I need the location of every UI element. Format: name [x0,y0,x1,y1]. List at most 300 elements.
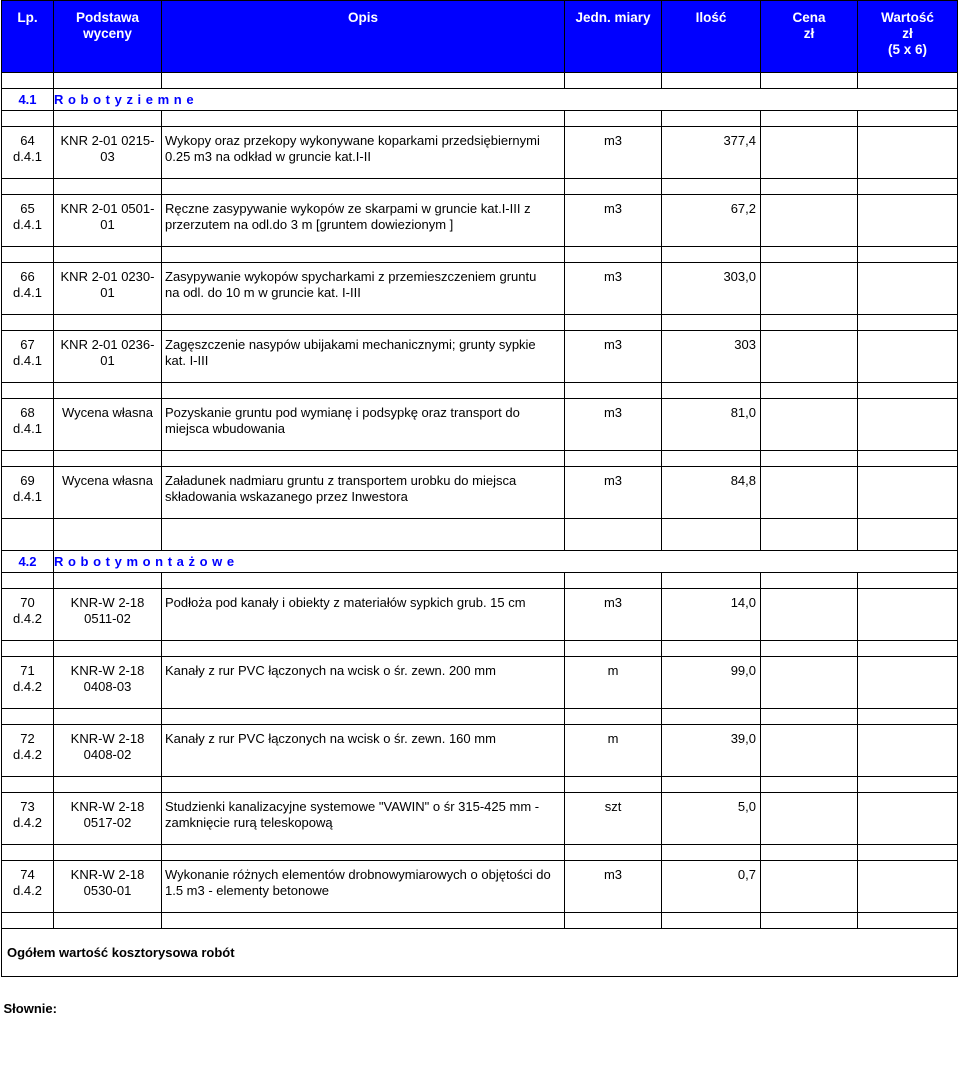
spacer-cell [662,179,761,195]
spacer-cell [858,709,958,725]
total-label: Ogółem wartość kosztorysowa robót [2,929,958,977]
spacer-row [2,73,958,89]
lp-number: 68 [20,405,35,420]
jm-cell [565,263,662,315]
opis-line1: Podłoża pod kanały i obiekty z materiałów sypkich grub. 15 cm [165,595,526,610]
opis-line1: Kanały z rur PVC łączonych na wcisk o śr. zewn. 160 mm [165,731,496,746]
podstawa-cell [54,861,162,913]
ilosc-cell [662,725,761,777]
wartosc-cell [858,861,958,913]
jm-value: m3 [603,269,623,284]
podstawa-line2: 01 [100,217,115,232]
podstawa-line1: KNR-W 2-18 [70,595,145,610]
spacer-row [2,641,958,657]
col-header-jm: Jedn. miary [565,1,662,73]
opis-line1: Wykonanie różnych elementów drobnowymiarowych o objętości do [165,867,551,882]
opis-line1: Studzienki kanalizacyjne systemowe "VAWIN" o śr 315-425 mm - [165,799,540,814]
opis-line2: 1.5 m3 - elementy betonowe [165,883,330,898]
spacer-cell [54,845,162,861]
wartosc-cell [858,467,958,519]
lp-ref: d.4.1 [13,421,42,436]
cena-cell [761,589,858,641]
opis-line1: Kanały z rur PVC łączonych na wcisk o śr. zewn. 200 mm [165,663,496,678]
spacer-cell [565,845,662,861]
jm-value: m3 [603,595,623,610]
podstawa-line1: KNR 2-01 0501- [60,201,155,216]
spacer-cell [54,519,162,535]
lp-number: 74 [20,867,35,882]
spacer-cell [162,247,565,263]
opis-cell [162,861,565,913]
lp-cell [2,589,54,641]
spacer-row [2,913,958,929]
spacer-cell [662,641,761,657]
spacer-cell [54,641,162,657]
cena-cell [761,331,858,383]
cena-cell [761,467,858,519]
lp-ref: d.4.1 [13,353,42,368]
spacer-cell [162,111,565,127]
spacer-cell [2,519,54,535]
section-title [54,89,958,111]
opis-line2: kat. I-III [165,353,209,368]
spacer-cell [565,383,662,399]
ilosc-cell [662,657,761,709]
wartosc-cell [858,793,958,845]
podstawa-cell [54,331,162,383]
table-row [2,467,958,519]
opis-cell [162,725,565,777]
lp-number: 73 [20,799,35,814]
wartosc-cell [858,263,958,315]
col-header-wartosc: Wartość zł (5 x 6) [858,1,958,73]
podstawa-line2: 0511-02 [84,611,131,626]
section-title-text: R o b o t y z i e m n e [54,91,195,107]
spacer-cell [162,179,565,195]
ilosc-cell [662,793,761,845]
spacer-cell [162,573,565,589]
ilosc-value: 99,0 [730,663,756,678]
podstawa-cell [54,467,162,519]
podstawa-line2: 01 [100,353,115,368]
lp-number: 72 [20,731,35,746]
spacer-cell [761,573,858,589]
jm-value: m3 [603,867,623,882]
jm-cell [565,467,662,519]
spacer-cell [54,573,162,589]
section-title-text: R o b o t y m o n t a ż o w e [54,553,235,569]
spacer-cell [761,247,858,263]
spacer-cell [2,247,54,263]
lp-ref: d.4.2 [13,747,42,762]
spacer-cell [2,777,54,793]
section-number [2,89,54,111]
podstawa-line1: KNR 2-01 0236- [60,337,155,352]
spacer-cell [662,535,761,551]
jm-cell [565,793,662,845]
wartosc-cell [858,331,958,383]
spacer-row [2,535,958,551]
spacer-cell [54,73,162,89]
opis-line1: Pozyskanie gruntu pod wymianę i podsypkę oraz transport do [165,405,520,420]
section-row [2,551,958,573]
lp-cell [2,331,54,383]
spacer-cell [662,111,761,127]
spacer-row [2,845,958,861]
spacer-cell [54,913,162,929]
ilosc-value: 84,8 [730,473,756,488]
spacer-cell [662,573,761,589]
lp-cell [2,861,54,913]
spacer-cell [54,451,162,467]
podstawa-cell [54,793,162,845]
ilosc-cell [662,467,761,519]
ilosc-value: 5,0 [737,799,756,814]
spacer-cell [858,641,958,657]
spacer-cell [54,777,162,793]
opis-cell [162,127,565,179]
spacer-cell [565,709,662,725]
podstawa-line1: KNR-W 2-18 [70,799,145,814]
cena-cell [761,195,858,247]
ilosc-value: 81,0 [730,405,756,420]
section-number-text: 4.2 [18,553,37,569]
spacer-cell [565,519,662,535]
wartosc-cell [858,657,958,709]
table-row [2,793,958,845]
jm-cell [565,861,662,913]
spacer-cell [858,179,958,195]
spacer-cell [2,73,54,89]
ilosc-cell [662,331,761,383]
spacer-row [2,709,958,725]
spacer-cell [565,315,662,331]
lp-number: 64 [20,133,35,148]
spacer-cell [858,247,958,263]
lp-number: 71 [20,663,35,678]
opis-line2: miejsca wbudowania [165,421,285,436]
section-number [2,551,54,573]
spacer-cell [2,845,54,861]
spacer-cell [565,573,662,589]
spacer-cell [761,913,858,929]
spacer-cell [565,73,662,89]
opis-cell [162,399,565,451]
spacer-cell [761,519,858,535]
jm-cell [565,127,662,179]
lp-cell [2,127,54,179]
spacer-cell [858,845,958,861]
ilosc-value: 14,0 [730,595,756,610]
spacer-cell [565,641,662,657]
spacer-cell [858,451,958,467]
ilosc-value: 377,4 [723,133,756,148]
spacer-cell [162,451,565,467]
spacer-cell [54,179,162,195]
table-row [2,589,958,641]
opis-cell [162,263,565,315]
spacer-cell [761,73,858,89]
podstawa-cell [54,657,162,709]
col-header-opis: Opis [162,1,565,73]
jm-value: m3 [603,201,623,216]
jm-value: szt [604,799,622,814]
lp-ref: d.4.1 [13,149,42,164]
ilosc-cell [662,399,761,451]
lp-ref: d.4.2 [13,679,42,694]
spacer-cell [54,111,162,127]
spacer-cell [162,845,565,861]
lp-number: 65 [20,201,35,216]
podstawa-line1: KNR-W 2-18 [70,731,145,746]
spacer-row [2,179,958,195]
jm-cell [565,331,662,383]
ilosc-value: 0,7 [737,867,756,882]
ilosc-cell [662,263,761,315]
spacer-cell [54,247,162,263]
opis-line1: Zagęszczenie nasypów ubijakami mechanicznymi; grunty sypkie [165,337,536,352]
cena-cell [761,725,858,777]
spacer-cell [565,111,662,127]
spacer-cell [662,315,761,331]
opis-line2: 0.25 m3 na odkład w gruncie kat.I-II [165,149,371,164]
lp-number: 67 [20,337,35,352]
spacer-cell [761,535,858,551]
spacer-row [2,451,958,467]
podstawa-cell [54,195,162,247]
spacer-cell [162,519,565,535]
podstawa-line2: 0530-01 [83,883,132,898]
spacer-cell [565,179,662,195]
podstawa-cell [54,589,162,641]
table-header-row [2,1,958,73]
total-row [2,929,958,977]
spacer-row [2,383,958,399]
lp-cell [2,195,54,247]
podstawa-line2: 0408-02 [83,747,132,762]
podstawa-line1: KNR 2-01 0230- [60,269,155,284]
podstawa-line1: KNR-W 2-18 [70,867,145,882]
section-title [54,551,958,573]
wartosc-cell [858,725,958,777]
spacer-cell [54,383,162,399]
table-row [2,263,958,315]
spacer-cell [2,111,54,127]
section-number-text: 4.1 [18,91,37,107]
spacer-cell [761,709,858,725]
spacer-cell [858,535,958,551]
spacer-row [2,519,958,535]
jm-cell [565,195,662,247]
lp-ref: d.4.2 [13,815,42,830]
table-row [2,657,958,709]
table-row [2,331,958,383]
spacer-cell [858,913,958,929]
opis-cell [162,467,565,519]
spacer-cell [2,451,54,467]
spacer-cell [662,913,761,929]
opis-line1: Wykopy oraz przekopy wykonywane koparkami przedsiębiernymi [165,133,540,148]
wartosc-cell [858,589,958,641]
spacer-cell [565,535,662,551]
opis-line2: zamknięcie rurą teleskopową [165,815,333,830]
cost-estimate-table [1,0,958,1017]
spacer-cell [162,535,565,551]
lp-ref: d.4.1 [13,489,42,504]
jm-cell [565,399,662,451]
lp-number: 66 [20,269,35,284]
podstawa-cell [54,263,162,315]
spacer-cell [162,315,565,331]
spacer-row [2,315,958,331]
spacer-cell [662,73,761,89]
table-row [2,127,958,179]
lp-cell [2,725,54,777]
col-header-cena: Cena zł [761,1,858,73]
ilosc-cell [662,861,761,913]
podstawa-line1: Wycena własna [62,473,153,488]
spacer-cell [54,709,162,725]
ilosc-cell [662,589,761,641]
spacer-cell [162,73,565,89]
podstawa-line2: 0517-02 [83,815,132,830]
ilosc-value: 303,0 [723,269,756,284]
opis-line1: Załadunek nadmiaru gruntu z transportem urobku do miejsca [165,473,517,488]
spacer-cell [162,709,565,725]
opis-cell [162,793,565,845]
jm-value: m [607,663,619,678]
section-row [2,89,958,111]
spacer-cell [662,247,761,263]
spacer-cell [858,777,958,793]
cena-cell [761,793,858,845]
spacer-cell [662,383,761,399]
spacer-row [2,247,958,263]
slowniki-row [2,977,958,1017]
lp-ref: d.4.2 [13,883,42,898]
ilosc-value: 67,2 [730,201,756,216]
opis-cell [162,657,565,709]
spacer-cell [858,519,958,535]
lp-cell [2,657,54,709]
lp-ref: d.4.1 [13,217,42,232]
podstawa-line2: 01 [100,285,115,300]
spacer-cell [858,315,958,331]
lp-cell [2,467,54,519]
spacer-cell [2,913,54,929]
lp-ref: d.4.1 [13,285,42,300]
spacer-cell [54,315,162,331]
lp-cell [2,793,54,845]
wartosc-cell [858,195,958,247]
opis-cell [162,195,565,247]
cena-cell [761,263,858,315]
spacer-cell [662,519,761,535]
spacer-row [2,573,958,589]
ilosc-cell [662,127,761,179]
col-header-podstawa: Podstawa wyceny [54,1,162,73]
spacer-cell [761,111,858,127]
spacer-cell [858,573,958,589]
opis-line2: przerzutem na odl.do 3 m [gruntem dowiezionym ] [165,217,454,232]
opis-cell [162,331,565,383]
spacer-cell [761,641,858,657]
spacer-cell [54,535,162,551]
cena-cell [761,861,858,913]
podstawa-line1: KNR 2-01 0215- [60,133,155,148]
spacer-cell [162,641,565,657]
jm-value: m3 [603,337,623,352]
spacer-cell [565,247,662,263]
jm-cell [565,725,662,777]
lp-cell [2,399,54,451]
spacer-cell [162,777,565,793]
spacer-cell [565,913,662,929]
ilosc-value: 303 [734,337,756,352]
spacer-cell [761,179,858,195]
opis-line1: Zasypywanie wykopów spycharkami z przemieszczeniem gruntu [165,269,537,284]
spacer-cell [662,709,761,725]
cena-cell [761,127,858,179]
spacer-cell [2,535,54,551]
table-row [2,195,958,247]
table-row [2,725,958,777]
col-header-ilosc: Ilość [662,1,761,73]
spacer-cell [858,383,958,399]
spacer-row [2,111,958,127]
spacer-cell [2,315,54,331]
spacer-cell [662,777,761,793]
spacer-cell [2,179,54,195]
spacer-row [2,777,958,793]
lp-ref: d.4.2 [13,611,42,626]
jm-value: m3 [603,133,623,148]
ilosc-cell [662,195,761,247]
podstawa-line2: 03 [100,149,115,164]
opis-cell [162,589,565,641]
table-body [2,73,958,929]
spacer-cell [2,383,54,399]
lp-number: 69 [20,473,35,488]
cena-cell [761,399,858,451]
spacer-cell [565,777,662,793]
opis-line2: na odl. do 10 m w gruncie kat. I-III [165,285,361,300]
podstawa-line2: 0408-03 [83,679,132,694]
jm-cell [565,657,662,709]
jm-value: m3 [603,405,623,420]
spacer-cell [761,383,858,399]
spacer-cell [858,111,958,127]
podstawa-line1: KNR-W 2-18 [70,663,145,678]
podstawa-cell [54,399,162,451]
podstawa-cell [54,127,162,179]
spacer-cell [2,709,54,725]
spacer-cell [858,73,958,89]
table-row [2,399,958,451]
spacer-cell [761,777,858,793]
table-row [2,861,958,913]
podstawa-line1: Wycena własna [62,405,153,420]
slowniki-label: Słownie: [2,977,958,1017]
ilosc-value: 39,0 [730,731,756,746]
wartosc-cell [858,127,958,179]
jm-value: m3 [603,473,623,488]
spacer-cell [162,913,565,929]
spacer-cell [761,315,858,331]
lp-cell [2,263,54,315]
spacer-cell [162,383,565,399]
spacer-cell [662,451,761,467]
